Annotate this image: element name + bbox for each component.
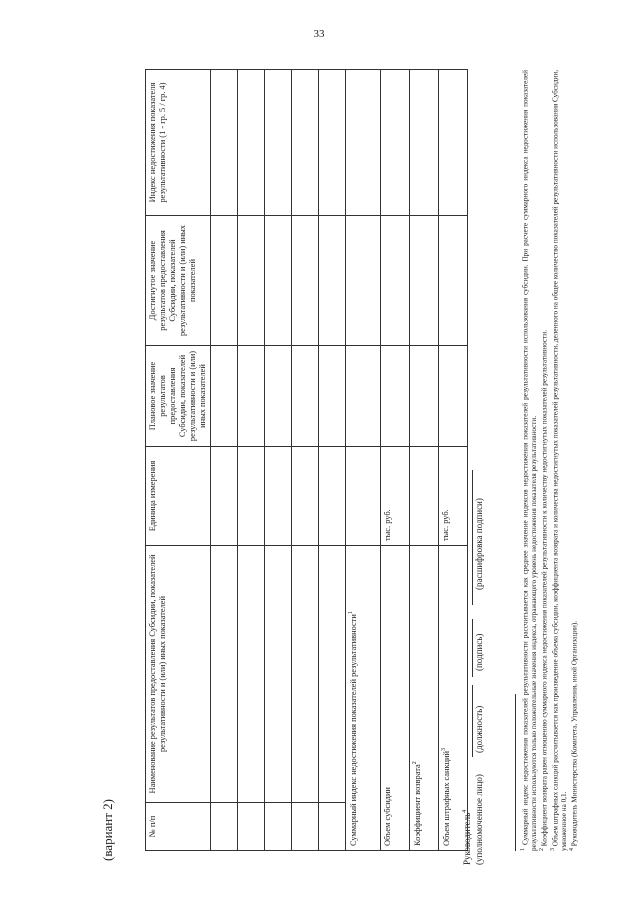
table-row	[292, 70, 319, 851]
table-row	[238, 70, 265, 851]
table-row	[319, 70, 346, 851]
footnote-2: $^2$ Коэффициент возврата равен отношению суммарного индекса недостижения показателей результативности к количеству недостигнутых показателей результативности.	[539, 330, 549, 851]
table-row	[211, 70, 238, 851]
penalty-volume-row	[439, 70, 468, 851]
col-header-index: Индекс недостижения показателя результативности (1 - гр. 5 / гр. 4)	[146, 70, 211, 216]
col-header-planned: Плановое значение результатов предоставления Субсидии, показателей результативности и (или) иных показателей	[146, 346, 211, 447]
rotated-page-content	[0, 60, 640, 905]
subsidy-volume-row	[381, 70, 410, 851]
return-coefficient-row	[410, 70, 439, 851]
penalty-volume-label: Объем штрафных санкций$^3$	[439, 546, 468, 851]
footnote-4: $^4$ Руководитель Министерства (Комитета, Управления, иной Организации).	[569, 620, 579, 851]
subsidy-volume-unit: тыс. руб.	[381, 447, 410, 546]
head-label: Руководитель$^4$	[462, 809, 472, 865]
footnote-separator	[515, 694, 516, 851]
footnote-3: $^3$ Объем штрафных санкций рассчитывается как произведение объема субсидии, коэффициента возврата и количества недостигнутых показателей результативности, деленного на общее количество показателей результативности использования Субсидии, умноженное на 0,1.	[549, 70, 569, 851]
col-header-achieved: Достигнутое значение результатов предоставления Субсидии, показателей результативности и (или) иных показателей	[146, 216, 211, 346]
variant-label: (вариант 2)	[100, 798, 115, 861]
col-header-unit: Единица измерения	[146, 447, 211, 546]
summary-index-row	[346, 70, 381, 851]
table-header-row	[146, 70, 211, 851]
return-coefficient-label: Коэффициент возврата$^2$	[410, 546, 439, 851]
summary-index-label: Суммарный индекс недостижения показателей результативности$^1$	[346, 546, 381, 851]
footnotes	[520, 70, 580, 851]
subsidy-volume-label: Объем субсидии	[381, 546, 410, 851]
footnote-1: $^1$ Суммарный индекс недостижения показателей результативности рассчитывается как среднее значение индексов недостижения показателей результативности использования субсидии. При расчете суммарного индекса недостижения показателей результативности используются только положительные значения индекса, отражающего уровень недостижения показателя результативности.	[520, 70, 539, 851]
sign-line	[472, 619, 473, 677]
summary-index-unit	[346, 447, 381, 546]
decoding-caption: (расшифровка подписи)	[474, 498, 484, 590]
return-coefficient-unit	[410, 447, 439, 546]
results-table	[145, 69, 468, 851]
col-header-name: Наименование результатов предоставления Субсидии, показателей результативности и (или) иных показателей	[146, 546, 211, 803]
penalty-volume-unit: тыс. руб.	[439, 447, 468, 546]
position-caption: (должность)	[474, 705, 484, 753]
col-header-number: № п/п	[146, 803, 211, 851]
authorized-person-label: (уполномоченное лицо)	[474, 774, 484, 865]
page-number: 33	[313, 28, 325, 40]
sign-caption: (подпись)	[474, 633, 484, 671]
position-line	[472, 685, 473, 757]
decoding-line	[472, 470, 473, 605]
table-row	[265, 70, 292, 851]
